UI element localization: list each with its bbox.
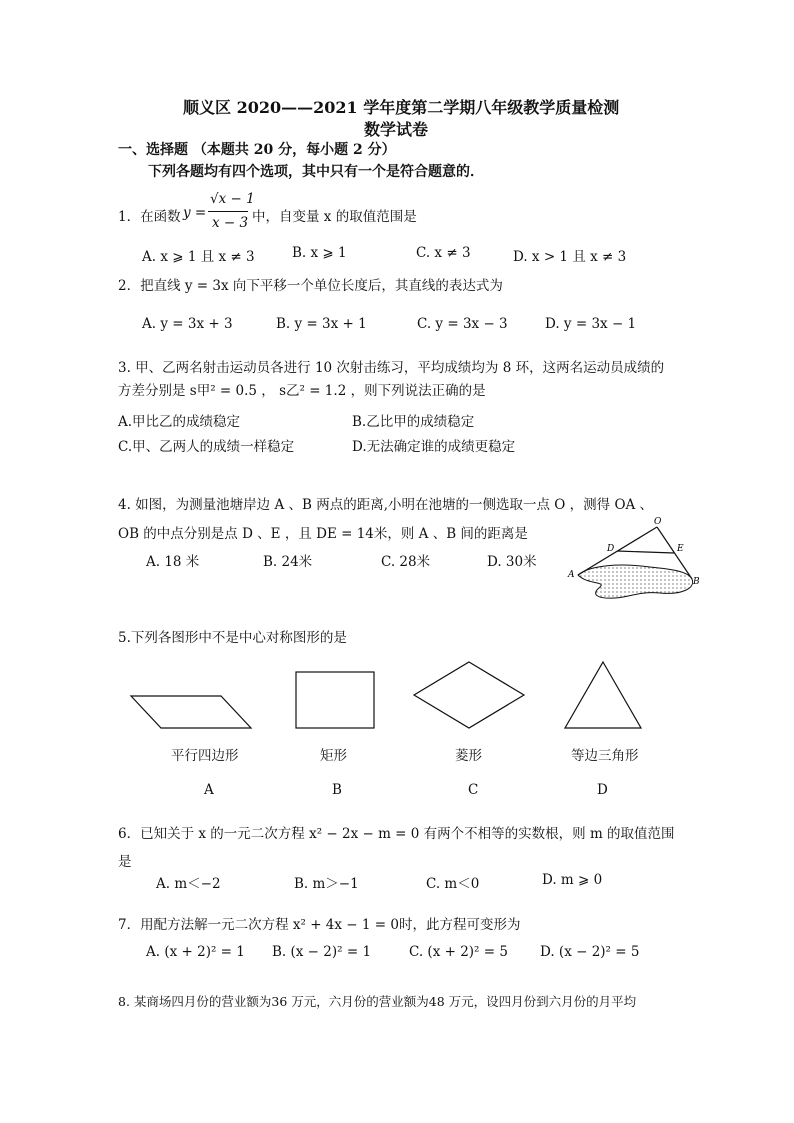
parallelogram-shape[interactable]: [131, 696, 251, 728]
q1-stem-prefix: 1．在函数: [118, 209, 181, 225]
q6-option-a[interactable]: A. m＜−2: [156, 876, 221, 892]
shape-c-letter[interactable]: C: [468, 782, 479, 798]
shape-d-letter[interactable]: D: [597, 782, 608, 798]
q6-stem-line2: 是: [118, 854, 132, 870]
q7-option-a[interactable]: A. (x + 2)² = 1: [146, 944, 245, 960]
q1-option-c[interactable]: C. x ≠ 3: [416, 245, 471, 261]
q3-stem-line2: 方差分别是 s甲² = 0.5 ， s乙² = 1.2 ，则下列说法正确的是: [118, 383, 486, 399]
q1-func-lhs: y =: [183, 205, 207, 221]
section-instruction: 下列各题均有四个选项，其中只有一个是符合题意的．: [148, 164, 484, 180]
shape-a-name: 平行四边形: [171, 748, 239, 764]
q3-option-c[interactable]: C.甲、乙两人的成绩一样稳定: [118, 439, 295, 455]
label-D: D: [607, 544, 615, 554]
exam-title: 顺义区 2020——2021 学年度第二学期八年级教学质量检测: [183, 98, 620, 117]
q3-option-b[interactable]: B.乙比甲的成绩稳定: [352, 414, 475, 430]
q2-stem: 2．把直线 y = 3x 向下平移一个单位长度后，其直线的表达式为: [118, 278, 503, 294]
shape-d-name: 等边三角形: [571, 748, 639, 764]
q1-option-a[interactable]: A. x ⩾ 1 且 x ≠ 3: [142, 249, 255, 265]
exam-subtitle: 数学试卷: [364, 120, 429, 139]
q4-option-c[interactable]: C. 28米: [381, 554, 431, 570]
shape-c-name: 菱形: [455, 748, 482, 764]
q7-stem: 7．用配方法解一元二次方程 x² + 4x − 1 = 0时，此方程可变形为: [118, 917, 521, 933]
q7-option-b[interactable]: B. (x − 2)² = 1: [272, 944, 372, 960]
q1-option-b[interactable]: B. x ⩾ 1: [292, 245, 347, 261]
q5-stem: 5.下列各图形中不是中心对称图形的是: [118, 630, 347, 646]
rectangle-shape[interactable]: [296, 672, 374, 728]
q3-option-a[interactable]: A.甲比乙的成绩稳定: [118, 414, 241, 430]
q6-option-d[interactable]: D. m ⩾ 0: [542, 872, 603, 888]
q2-option-c[interactable]: C. y = 3x − 3: [417, 316, 508, 332]
q2-option-a[interactable]: A. y = 3x + 3: [142, 316, 233, 332]
q1-denominator: x − 3: [212, 215, 249, 231]
line-DE: [617, 551, 674, 553]
shape-b-name: 矩形: [320, 748, 347, 764]
label-A: A: [568, 570, 575, 580]
q2-option-d[interactable]: D. y = 3x − 1: [545, 316, 637, 332]
q6-option-b[interactable]: B. m＞−1: [294, 876, 359, 892]
label-E: E: [677, 544, 684, 554]
q8-stem: 8. 某商场四月份的营业额为36 万元，六月份的营业额为48 万元，设四月份到六月份的月平均: [118, 994, 637, 1009]
q1-stem-suffix: 中，自变量 x 的取值范围是: [252, 209, 417, 225]
label-O: O: [654, 517, 662, 527]
q1-numerator: √x − 1: [210, 191, 255, 207]
label-B: B: [693, 577, 700, 587]
section-heading: 一、选择题 （本题共 20 分，每小题 2 分）: [118, 142, 396, 158]
q3-option-d[interactable]: D.无法确定谁的成绩更稳定: [352, 439, 516, 455]
shape-a-letter[interactable]: A: [204, 782, 214, 798]
q4-option-a[interactable]: A. 18 米: [146, 554, 200, 570]
shape-b-letter[interactable]: B: [332, 782, 342, 798]
q4-option-d[interactable]: D. 30米: [487, 554, 537, 570]
q6-option-c[interactable]: C. m＜0: [426, 876, 480, 892]
q7-option-d[interactable]: D. (x − 2)² = 5: [540, 944, 640, 960]
q3-stem-line1: 3. 甲、乙两名射击运动员各进行 10 次射击练习，平均成绩均为 8 环，这两名运动员成绩的: [118, 360, 665, 376]
q4-option-b[interactable]: B. 24米: [263, 554, 313, 570]
pond-figure: [560, 515, 700, 610]
q4-stem-line2: OB 的中点分别是点 D 、E ，且 DE = 14米，则 A 、B 间的距离是: [118, 526, 528, 542]
q5-shapes: [126, 658, 656, 738]
rhombus-shape[interactable]: [414, 662, 524, 728]
q2-option-b[interactable]: B. y = 3x + 1: [276, 316, 367, 332]
q4-stem-line1: 4. 如图，为测量池塘岸边 A 、B 两点的距离,小明在池塘的一侧选取一点 O ，测得 OA 、: [118, 497, 654, 513]
q7-option-c[interactable]: C. (x + 2)² = 5: [409, 944, 508, 960]
q1-option-d[interactable]: D. x > 1 且 x ≠ 3: [513, 249, 627, 265]
pond-shape: [578, 565, 693, 598]
q6-stem-line1: 6．已知关于 x 的一元二次方程 x² − 2x − m = 0 有两个不相等的实数根，则 m 的取值范围: [118, 826, 675, 842]
q1-fraction-bar: [208, 211, 248, 212]
triangle-shape[interactable]: [565, 662, 641, 728]
